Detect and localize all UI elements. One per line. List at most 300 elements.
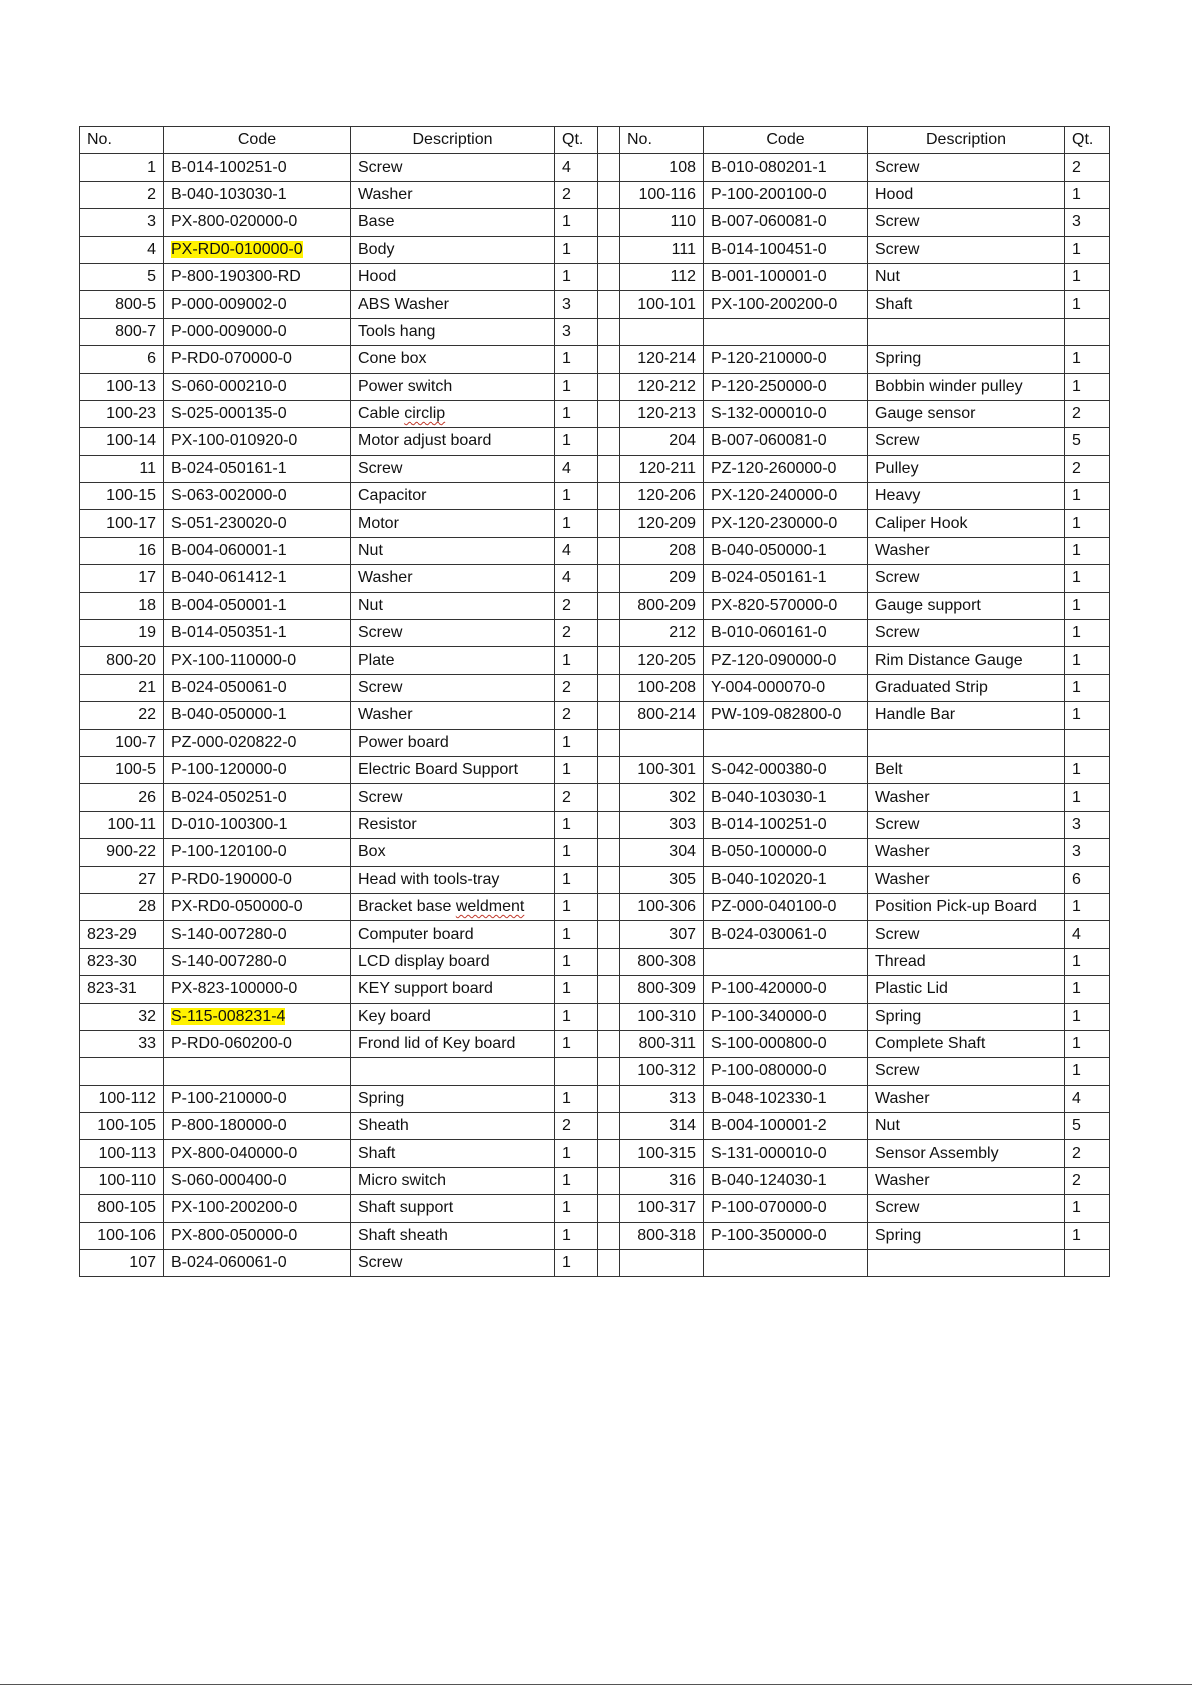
left-qt-cell: [555, 346, 598, 373]
column-gap-cell: [598, 647, 620, 674]
right-qt-cell: [1065, 948, 1110, 975]
header-description-right: Description: [868, 127, 1065, 154]
column-gap-cell: [598, 236, 620, 263]
right-no-cell: [620, 537, 704, 564]
right-no-cell: [620, 1140, 704, 1167]
left-desc-text: Screw: [358, 624, 403, 642]
column-gap-cell: [598, 263, 620, 290]
left-code-text: B-014-100251-0: [171, 158, 287, 176]
right-desc-text: Gauge sensor: [875, 405, 976, 423]
left-qt-text: 1: [562, 843, 571, 861]
right-code-cell: [704, 620, 868, 647]
left-no-text: 2: [147, 185, 156, 203]
right-code-cell: [704, 1113, 868, 1140]
right-desc-cell: [868, 893, 1065, 920]
table-row: [80, 1085, 1110, 1112]
spellcheck-mark: weldment: [455, 898, 525, 916]
left-desc-cell: [351, 620, 555, 647]
right-qt-cell: [1065, 346, 1110, 373]
left-qt-cell: [555, 236, 598, 263]
right-qt-text: 6: [1072, 870, 1081, 888]
right-code-text: P-100-080000-0: [711, 1062, 827, 1080]
left-qt-text: 1: [562, 514, 571, 532]
right-qt-text: 3: [1072, 815, 1081, 833]
left-desc-text: Bracket base weldment: [358, 898, 525, 916]
left-no-cell: [80, 346, 164, 373]
left-qt-text: 1: [562, 761, 571, 779]
left-no-text: 6: [147, 350, 156, 368]
right-desc-cell: [868, 537, 1065, 564]
left-no-text: 5: [147, 268, 156, 286]
left-code-text: S-063-002000-0: [171, 487, 287, 505]
left-qt-text: 1: [562, 268, 571, 286]
right-no-cell: [620, 236, 704, 263]
right-no-cell: [620, 729, 704, 756]
right-desc-text: Screw: [875, 925, 920, 943]
right-code-text: B-040-103030-1: [711, 788, 827, 806]
table-row: [80, 428, 1110, 455]
right-code-text: B-010-060161-0: [711, 624, 827, 642]
right-no-text: 100-306: [637, 898, 696, 916]
right-desc-cell: [868, 702, 1065, 729]
left-no-cell: [80, 976, 164, 1003]
right-code-text: PX-100-200200-0: [711, 295, 838, 313]
left-desc-cell: [351, 291, 555, 318]
right-desc-cell: [868, 565, 1065, 592]
table-row: [80, 1030, 1110, 1057]
right-no-text: 108: [669, 158, 696, 176]
left-no-cell: [80, 428, 164, 455]
left-no-text: 800-105: [97, 1199, 156, 1217]
left-no-text: 100-105: [97, 1117, 156, 1135]
column-gap-cell: [598, 1167, 620, 1194]
right-qt-cell: [1065, 565, 1110, 592]
left-desc-text: Base: [358, 213, 395, 231]
left-qt-text: 2: [562, 185, 571, 203]
right-no-cell: [620, 674, 704, 701]
right-qt-text: 1: [1072, 706, 1081, 724]
left-qt-text: 4: [562, 158, 571, 176]
right-qt-cell: [1065, 702, 1110, 729]
right-desc-cell: [868, 455, 1065, 482]
right-desc-text: Sensor Assembly: [875, 1144, 999, 1162]
right-qt-text: 4: [1072, 925, 1081, 943]
left-desc-cell: [351, 893, 555, 920]
left-desc-cell: [351, 537, 555, 564]
left-desc-text: Nut: [358, 542, 383, 560]
table-row: [80, 647, 1110, 674]
right-code-cell: [704, 373, 868, 400]
table-row: [80, 455, 1110, 482]
right-code-cell: [704, 839, 868, 866]
table-row: [80, 510, 1110, 537]
left-no-cell: [80, 1167, 164, 1194]
left-qt-cell: [555, 948, 598, 975]
right-no-text: 800-309: [637, 980, 696, 998]
left-no-cell: [80, 483, 164, 510]
right-code-text: B-004-100001-2: [711, 1117, 827, 1135]
header-code-right: Code: [704, 127, 868, 154]
column-gap-cell: [598, 1195, 620, 1222]
table-row: [80, 893, 1110, 920]
right-no-cell: [620, 291, 704, 318]
right-code-cell: [704, 647, 868, 674]
right-code-cell: [704, 455, 868, 482]
table-row: [80, 154, 1110, 181]
left-qt-cell: [555, 592, 598, 619]
right-code-text: PZ-120-260000-0: [711, 459, 837, 477]
left-desc-text: Spring: [358, 1089, 405, 1107]
left-code-cell: [164, 537, 351, 564]
right-qt-cell: [1065, 154, 1110, 181]
right-code-text: PX-820-570000-0: [711, 596, 838, 614]
left-code-cell: [164, 729, 351, 756]
right-desc-text: Screw: [875, 213, 920, 231]
left-no-cell: [80, 1140, 164, 1167]
left-desc-text: Shaft support: [358, 1199, 454, 1217]
right-qt-text: 1: [1072, 377, 1081, 395]
right-desc-cell: [868, 1113, 1065, 1140]
right-code-cell: [704, 318, 868, 345]
left-no-text: 1: [147, 158, 156, 176]
left-desc-cell: [351, 373, 555, 400]
column-gap-cell: [598, 592, 620, 619]
left-qt-cell: [555, 209, 598, 236]
right-qt-text: 1: [1072, 651, 1081, 669]
right-code-text: PX-120-240000-0: [711, 487, 838, 505]
right-desc-cell: [868, 318, 1065, 345]
right-no-text: 120-205: [637, 651, 696, 669]
right-desc-cell: [868, 483, 1065, 510]
right-no-cell: [620, 592, 704, 619]
left-qt-cell: [555, 839, 598, 866]
column-gap-cell: [598, 839, 620, 866]
left-no-cell: [80, 236, 164, 263]
left-qt-cell: [555, 1195, 598, 1222]
right-qt-text: 1: [1072, 240, 1081, 258]
column-gap-cell: [598, 565, 620, 592]
right-desc-text: Nut: [875, 1117, 900, 1135]
left-code-text: PX-800-040000-0: [171, 1144, 298, 1162]
left-qt-text: 4: [562, 459, 571, 477]
table-row: [80, 1222, 1110, 1249]
left-desc-text: Key board: [358, 1007, 431, 1025]
right-no-text: 120-209: [637, 514, 696, 532]
right-qt-cell: [1065, 291, 1110, 318]
left-desc-text: Motor adjust board: [358, 432, 492, 450]
right-desc-cell: [868, 1085, 1065, 1112]
right-code-cell: [704, 1167, 868, 1194]
left-qt-cell: [555, 976, 598, 1003]
right-code-cell: [704, 592, 868, 619]
left-code-text: B-014-050351-1: [171, 624, 287, 642]
right-qt-cell: [1065, 976, 1110, 1003]
left-no-cell: [80, 565, 164, 592]
left-desc-cell: [351, 1167, 555, 1194]
left-desc-text: Body: [358, 240, 395, 258]
left-desc-cell: [351, 784, 555, 811]
right-no-text: 314: [669, 1117, 696, 1135]
left-no-text: 800-7: [115, 322, 156, 340]
right-qt-cell: [1065, 592, 1110, 619]
right-no-text: 100-317: [637, 1199, 696, 1217]
column-gap-cell: [598, 620, 620, 647]
right-desc-cell: [868, 1030, 1065, 1057]
right-qt-text: 1: [1072, 569, 1081, 587]
left-code-cell: [164, 1058, 351, 1085]
left-code-cell: [164, 346, 351, 373]
left-no-cell: [80, 291, 164, 318]
left-qt-text: 1: [562, 1254, 571, 1272]
right-qt-cell: [1065, 921, 1110, 948]
left-no-text: 100-7: [115, 733, 156, 751]
left-code-cell: [164, 784, 351, 811]
left-qt-text: 1: [562, 952, 571, 970]
right-code-text: S-042-000380-0: [711, 761, 827, 779]
left-no-text: 800-20: [106, 651, 156, 669]
left-code-text: B-024-050251-0: [171, 788, 287, 806]
right-code-text: PW-109-082800-0: [711, 706, 842, 724]
left-no-text: 32: [138, 1007, 156, 1025]
right-desc-cell: [868, 1003, 1065, 1030]
table-row: [80, 400, 1110, 427]
left-qt-text: 1: [562, 1089, 571, 1107]
right-code-cell: [704, 209, 868, 236]
left-code-text: PX-RD0-050000-0: [171, 898, 303, 916]
right-no-text: 120-212: [637, 377, 696, 395]
header-description-left: Description: [351, 127, 555, 154]
column-gap-cell: [598, 1113, 620, 1140]
right-code-cell: [704, 510, 868, 537]
right-desc-cell: [868, 263, 1065, 290]
right-desc-cell: [868, 784, 1065, 811]
left-qt-cell: [555, 154, 598, 181]
left-code-text: P-000-009002-0: [171, 295, 287, 313]
left-code-cell: [164, 839, 351, 866]
left-no-text: 21: [138, 679, 156, 696]
right-code-cell: [704, 866, 868, 893]
left-desc-cell: [351, 866, 555, 893]
left-code-cell: [164, 1250, 351, 1277]
right-desc-cell: [868, 729, 1065, 756]
right-code-cell: [704, 756, 868, 783]
right-desc-cell: [868, 1250, 1065, 1277]
left-desc-text: Washer: [358, 569, 413, 587]
left-desc-cell: [351, 948, 555, 975]
right-qt-text: 1: [1072, 624, 1081, 642]
right-no-text: 120-211: [638, 459, 696, 477]
left-code-text: PZ-000-020822-0: [171, 733, 297, 751]
left-code-cell: [164, 647, 351, 674]
left-code-cell: [164, 373, 351, 400]
right-desc-text: Rim Distance Gauge: [875, 651, 1023, 669]
right-qt-cell: [1065, 400, 1110, 427]
right-no-text: 212: [669, 624, 696, 642]
table-row: [80, 620, 1110, 647]
right-desc-text: Belt: [875, 761, 903, 779]
left-desc-text: Power board: [358, 733, 449, 751]
right-no-text: 303: [669, 815, 696, 833]
left-qt-text: 2: [562, 679, 571, 696]
header-no-right: No.: [620, 127, 704, 154]
table-row: [80, 756, 1110, 783]
table-row: [80, 811, 1110, 838]
right-no-cell: [620, 647, 704, 674]
parts-table-body: [80, 154, 1110, 1277]
left-desc-text: Head with tools-tray: [358, 870, 500, 888]
right-code-cell: [704, 674, 868, 701]
right-no-cell: [620, 839, 704, 866]
left-desc-cell: [351, 1113, 555, 1140]
right-qt-text: 1: [1072, 268, 1081, 286]
left-code-text: S-060-000400-0: [171, 1172, 287, 1190]
left-code-cell: [164, 400, 351, 427]
header-qt-left: Qt.: [555, 127, 598, 154]
left-desc-text: Electric Board Support: [358, 761, 519, 779]
right-qt-text: 5: [1072, 1117, 1081, 1135]
left-no-text: 800-5: [115, 295, 156, 313]
right-no-text: 100-312: [637, 1062, 696, 1080]
left-qt-cell: [555, 647, 598, 674]
right-desc-text: Screw: [875, 624, 920, 642]
right-code-cell: [704, 1140, 868, 1167]
left-no-cell: [80, 620, 164, 647]
left-code-text: P-800-190300-RD: [171, 268, 301, 286]
right-no-text: 120-206: [637, 487, 696, 505]
column-gap-cell: [598, 784, 620, 811]
right-qt-cell: [1065, 483, 1110, 510]
right-code-cell: [704, 948, 868, 975]
left-desc-cell: [351, 236, 555, 263]
left-desc-cell: [351, 592, 555, 619]
right-code-text: B-040-124030-1: [711, 1172, 827, 1190]
left-desc-text: Shaft sheath: [358, 1226, 448, 1244]
right-qt-text: 1: [1072, 952, 1081, 970]
left-desc-text: Washer: [358, 706, 413, 724]
left-no-text: 100-112: [98, 1089, 156, 1107]
left-desc-text: ABS Washer: [358, 295, 449, 313]
left-qt-text: 1: [562, 925, 571, 943]
right-code-text: PX-120-230000-0: [711, 514, 838, 532]
column-gap-cell: [598, 729, 620, 756]
right-code-cell: [704, 1222, 868, 1249]
right-code-cell: [704, 1030, 868, 1057]
right-no-text: 100-116: [638, 185, 696, 203]
right-desc-text: Bobbin winder pulley: [875, 377, 1023, 395]
left-qt-cell: [555, 1058, 598, 1085]
left-code-text: P-100-120000-0: [171, 761, 287, 779]
right-no-text: 313: [669, 1089, 696, 1107]
left-no-cell: [80, 154, 164, 181]
left-no-text: 22: [138, 706, 156, 724]
column-gap-cell: [598, 1003, 620, 1030]
left-code-cell: [164, 948, 351, 975]
left-qt-text: 4: [562, 569, 571, 587]
right-qt-text: 1: [1072, 542, 1081, 560]
right-no-cell: [620, 702, 704, 729]
spellcheck-mark: circlip: [404, 405, 446, 423]
left-code-cell: [164, 154, 351, 181]
left-desc-text: Micro switch: [358, 1172, 447, 1190]
right-qt-cell: [1065, 1113, 1110, 1140]
right-no-cell: [620, 209, 704, 236]
right-no-text: 204: [669, 432, 696, 450]
column-gap-cell: [598, 400, 620, 427]
left-desc-text: KEY support board: [358, 980, 493, 998]
right-qt-text: 1: [1072, 596, 1081, 614]
right-qt-text: 3: [1072, 213, 1081, 231]
right-no-cell: [620, 400, 704, 427]
right-desc-cell: [868, 866, 1065, 893]
right-qt-cell: [1065, 674, 1110, 701]
left-code-text: P-000-009000-0: [171, 322, 287, 340]
right-code-cell: [704, 346, 868, 373]
right-desc-text: Washer: [875, 542, 930, 560]
right-qt-text: 1: [1072, 185, 1081, 203]
table-row: [80, 592, 1110, 619]
left-no-cell: [80, 510, 164, 537]
left-desc-text: Screw: [358, 158, 403, 176]
right-desc-text: Screw: [875, 240, 920, 258]
right-desc-text: Spring: [875, 1226, 922, 1244]
right-qt-text: 1: [1072, 1199, 1081, 1217]
left-qt-cell: [555, 1085, 598, 1112]
right-no-text: 100-208: [637, 679, 696, 696]
left-qt-text: 2: [562, 788, 571, 806]
left-desc-cell: [351, 181, 555, 208]
right-qt-cell: [1065, 236, 1110, 263]
column-gap-cell: [598, 483, 620, 510]
left-qt-cell: [555, 784, 598, 811]
right-no-cell: [620, 154, 704, 181]
right-no-text: 800-214: [637, 706, 696, 724]
table-row: [80, 537, 1110, 564]
left-qt-text: 1: [562, 487, 571, 505]
right-desc-text: Plastic Lid: [875, 980, 948, 998]
left-qt-text: 3: [562, 295, 571, 313]
column-gap-cell: [598, 1058, 620, 1085]
right-desc-text: Handle Bar: [875, 706, 956, 724]
left-code-cell: [164, 811, 351, 838]
right-qt-cell: [1065, 510, 1110, 537]
right-no-text: 208: [669, 542, 696, 560]
right-code-text: B-007-060081-0: [711, 213, 827, 231]
right-desc-text: Nut: [875, 268, 900, 286]
right-desc-text: Graduated Strip: [875, 679, 988, 696]
left-no-cell: [80, 1085, 164, 1112]
right-code-cell: [704, 400, 868, 427]
left-desc-text: Motor: [358, 514, 399, 532]
left-qt-cell: [555, 702, 598, 729]
right-code-cell: [704, 702, 868, 729]
left-qt-text: 1: [562, 405, 571, 423]
right-desc-cell: [868, 811, 1065, 838]
right-code-text: Y-004-000070-0: [711, 679, 826, 696]
right-qt-cell: [1065, 839, 1110, 866]
left-desc-cell: [351, 674, 555, 701]
left-qt-text: 1: [562, 651, 571, 669]
right-no-cell: [620, 893, 704, 920]
column-gap-cell: [598, 1085, 620, 1112]
left-no-text: 16: [138, 542, 156, 560]
table-row: [80, 976, 1110, 1003]
table-row: [80, 921, 1110, 948]
right-desc-text: Thread: [875, 952, 926, 970]
header-row: [80, 127, 1110, 154]
left-qt-text: 2: [562, 1117, 571, 1135]
left-code-cell: [164, 209, 351, 236]
table-row: [80, 346, 1110, 373]
